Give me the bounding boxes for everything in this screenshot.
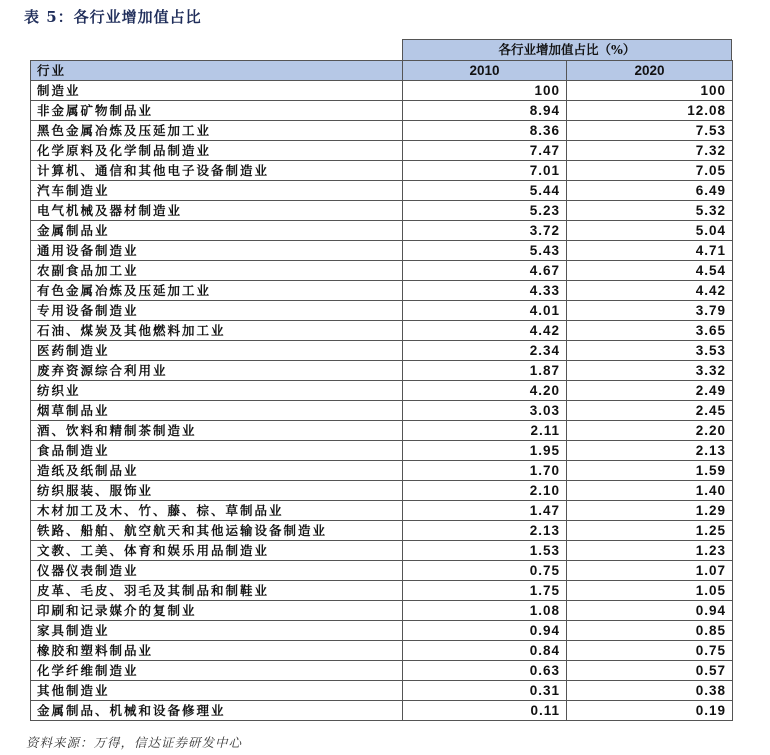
group-header: 各行业增加值占比（%） xyxy=(402,39,732,60)
industry-name-cell: 化学原料及化学制品制造业 xyxy=(31,141,403,161)
value-2020-cell: 2.49 xyxy=(567,381,733,401)
table-row xyxy=(31,201,733,221)
value-2020-cell: 4.54 xyxy=(567,261,733,281)
value-2020-cell: 6.49 xyxy=(567,181,733,201)
value-2020-cell: 0.94 xyxy=(567,601,733,621)
source-note: 资料来源：万得，信达证券研发中心 xyxy=(26,735,243,750)
column-header-2010: 2010 xyxy=(403,61,567,81)
industry-name-cell: 印刷和记录媒介的复制业 xyxy=(31,601,403,621)
value-2010-cell: 2.11 xyxy=(403,421,567,441)
value-2020-cell: 0.19 xyxy=(567,701,733,721)
table-row xyxy=(31,241,733,261)
table-row xyxy=(31,161,733,181)
table-row xyxy=(31,401,733,421)
table-row xyxy=(31,81,733,101)
value-2010-cell: 4.01 xyxy=(403,301,567,321)
value-2010-cell: 2.10 xyxy=(403,481,567,501)
table-row xyxy=(31,221,733,241)
value-2010-cell: 0.84 xyxy=(403,641,567,661)
value-2010-cell: 0.31 xyxy=(403,681,567,701)
value-2020-cell: 3.79 xyxy=(567,301,733,321)
table-row xyxy=(31,481,733,501)
table-row xyxy=(31,101,733,121)
value-2020-cell: 1.25 xyxy=(567,521,733,541)
industry-name-cell: 非金属矿物制品业 xyxy=(31,101,403,121)
value-2010-cell: 4.67 xyxy=(403,261,567,281)
table-row xyxy=(31,661,733,681)
table-row xyxy=(31,321,733,341)
value-2010-cell: 2.13 xyxy=(403,521,567,541)
industry-name-cell: 其他制造业 xyxy=(31,681,403,701)
industry-name-cell: 通用设备制造业 xyxy=(31,241,403,261)
industry-name-cell: 皮革、毛皮、羽毛及其制品和制鞋业 xyxy=(31,581,403,601)
value-2020-cell: 0.85 xyxy=(567,621,733,641)
table-row xyxy=(31,581,733,601)
table-row xyxy=(31,281,733,301)
industry-name-cell: 纺织业 xyxy=(31,381,403,401)
value-2010-cell: 5.43 xyxy=(403,241,567,261)
table-row xyxy=(31,641,733,661)
table-row xyxy=(31,621,733,641)
value-2010-cell: 100 xyxy=(403,81,567,101)
value-2020-cell: 1.29 xyxy=(567,501,733,521)
table-row xyxy=(31,441,733,461)
table-row xyxy=(31,601,733,621)
industry-name-cell: 烟草制品业 xyxy=(31,401,403,421)
industry-name-cell: 计算机、通信和其他电子设备制造业 xyxy=(31,161,403,181)
value-2020-cell: 3.32 xyxy=(567,361,733,381)
value-2010-cell: 5.23 xyxy=(403,201,567,221)
table-row xyxy=(31,421,733,441)
value-2020-cell: 2.45 xyxy=(567,401,733,421)
table-row xyxy=(31,541,733,561)
industry-name-cell: 纺织服装、服饰业 xyxy=(31,481,403,501)
value-2010-cell: 1.70 xyxy=(403,461,567,481)
industry-name-cell: 食品制造业 xyxy=(31,441,403,461)
column-header-row xyxy=(31,61,733,81)
value-2020-cell: 1.59 xyxy=(567,461,733,481)
industry-name-cell: 家具制造业 xyxy=(31,621,403,641)
industry-name-cell: 木材加工及木、竹、藤、棕、草制品业 xyxy=(31,501,403,521)
industry-name-cell: 化学纤维制造业 xyxy=(31,661,403,681)
value-2020-cell: 1.23 xyxy=(567,541,733,561)
value-2010-cell: 5.44 xyxy=(403,181,567,201)
industry-name-cell: 橡胶和塑料制品业 xyxy=(31,641,403,661)
value-2020-cell: 0.38 xyxy=(567,681,733,701)
value-2010-cell: 7.47 xyxy=(403,141,567,161)
industry-name-cell: 废弃资源综合利用业 xyxy=(31,361,403,381)
industry-name-cell: 黑色金属冶炼及压延加工业 xyxy=(31,121,403,141)
table-row xyxy=(31,701,733,721)
value-2020-cell: 3.65 xyxy=(567,321,733,341)
value-2010-cell: 0.63 xyxy=(403,661,567,681)
value-2010-cell: 2.34 xyxy=(403,341,567,361)
value-2020-cell: 0.75 xyxy=(567,641,733,661)
industry-name-cell: 仪器仪表制造业 xyxy=(31,561,403,581)
value-2020-cell: 5.32 xyxy=(567,201,733,221)
industry-name-cell: 石油、煤炭及其他燃料加工业 xyxy=(31,321,403,341)
table-row xyxy=(31,341,733,361)
value-2010-cell: 0.11 xyxy=(403,701,567,721)
value-2020-cell: 7.05 xyxy=(567,161,733,181)
table-row xyxy=(31,141,733,161)
value-2010-cell: 4.33 xyxy=(403,281,567,301)
value-2020-cell: 4.42 xyxy=(567,281,733,301)
table-row xyxy=(31,361,733,381)
table-row xyxy=(31,561,733,581)
value-2010-cell: 1.08 xyxy=(403,601,567,621)
value-2010-cell: 1.95 xyxy=(403,441,567,461)
table-row xyxy=(31,261,733,281)
value-2010-cell: 0.75 xyxy=(403,561,567,581)
industry-name-cell: 电气机械及器材制造业 xyxy=(31,201,403,221)
industry-name-cell: 造纸及纸制品业 xyxy=(31,461,403,481)
industry-name-cell: 文教、工美、体育和娱乐用品制造业 xyxy=(31,541,403,561)
value-2020-cell: 3.53 xyxy=(567,341,733,361)
value-2010-cell: 7.01 xyxy=(403,161,567,181)
table-row xyxy=(31,121,733,141)
value-2010-cell: 3.03 xyxy=(403,401,567,421)
value-2020-cell: 100 xyxy=(567,81,733,101)
industry-name-cell: 制造业 xyxy=(31,81,403,101)
value-2020-cell: 7.53 xyxy=(567,121,733,141)
industry-name-cell: 农副食品加工业 xyxy=(31,261,403,281)
value-2020-cell: 4.71 xyxy=(567,241,733,261)
value-2010-cell: 0.94 xyxy=(403,621,567,641)
table-row xyxy=(31,501,733,521)
table-row xyxy=(31,681,733,701)
value-2020-cell: 1.40 xyxy=(567,481,733,501)
value-2010-cell: 8.36 xyxy=(403,121,567,141)
value-2020-cell: 0.57 xyxy=(567,661,733,681)
industry-name-cell: 金属制品、机械和设备修理业 xyxy=(31,701,403,721)
value-2020-cell: 12.08 xyxy=(567,101,733,121)
industry-name-cell: 汽车制造业 xyxy=(31,181,403,201)
industry-name-cell: 专用设备制造业 xyxy=(31,301,403,321)
column-header-2020: 2020 xyxy=(567,61,733,81)
value-2020-cell: 7.32 xyxy=(567,141,733,161)
table-title: 表 5：各行业增加值占比 xyxy=(24,8,202,26)
value-2010-cell: 8.94 xyxy=(403,101,567,121)
value-2020-cell: 5.04 xyxy=(567,221,733,241)
table-row xyxy=(31,381,733,401)
industry-name-cell: 酒、饮料和精制茶制造业 xyxy=(31,421,403,441)
industry-name-cell: 铁路、船舶、航空航天和其他运输设备制造业 xyxy=(31,521,403,541)
value-2010-cell: 3.72 xyxy=(403,221,567,241)
value-2010-cell: 1.53 xyxy=(403,541,567,561)
value-2020-cell: 1.05 xyxy=(567,581,733,601)
industry-name-cell: 医药制造业 xyxy=(31,341,403,361)
value-2020-cell: 1.07 xyxy=(567,561,733,581)
value-2010-cell: 1.87 xyxy=(403,361,567,381)
value-2010-cell: 4.20 xyxy=(403,381,567,401)
table-row xyxy=(31,181,733,201)
value-2020-cell: 2.13 xyxy=(567,441,733,461)
table-row xyxy=(31,521,733,541)
value-2010-cell: 1.47 xyxy=(403,501,567,521)
industry-name-cell: 有色金属冶炼及压延加工业 xyxy=(31,281,403,301)
value-2010-cell: 1.75 xyxy=(403,581,567,601)
column-header-industry: 行业 xyxy=(31,61,403,81)
table-row xyxy=(31,301,733,321)
value-2010-cell: 4.42 xyxy=(403,321,567,341)
table-row xyxy=(31,461,733,481)
industry-name-cell: 金属制品业 xyxy=(31,221,403,241)
value-2020-cell: 2.20 xyxy=(567,421,733,441)
